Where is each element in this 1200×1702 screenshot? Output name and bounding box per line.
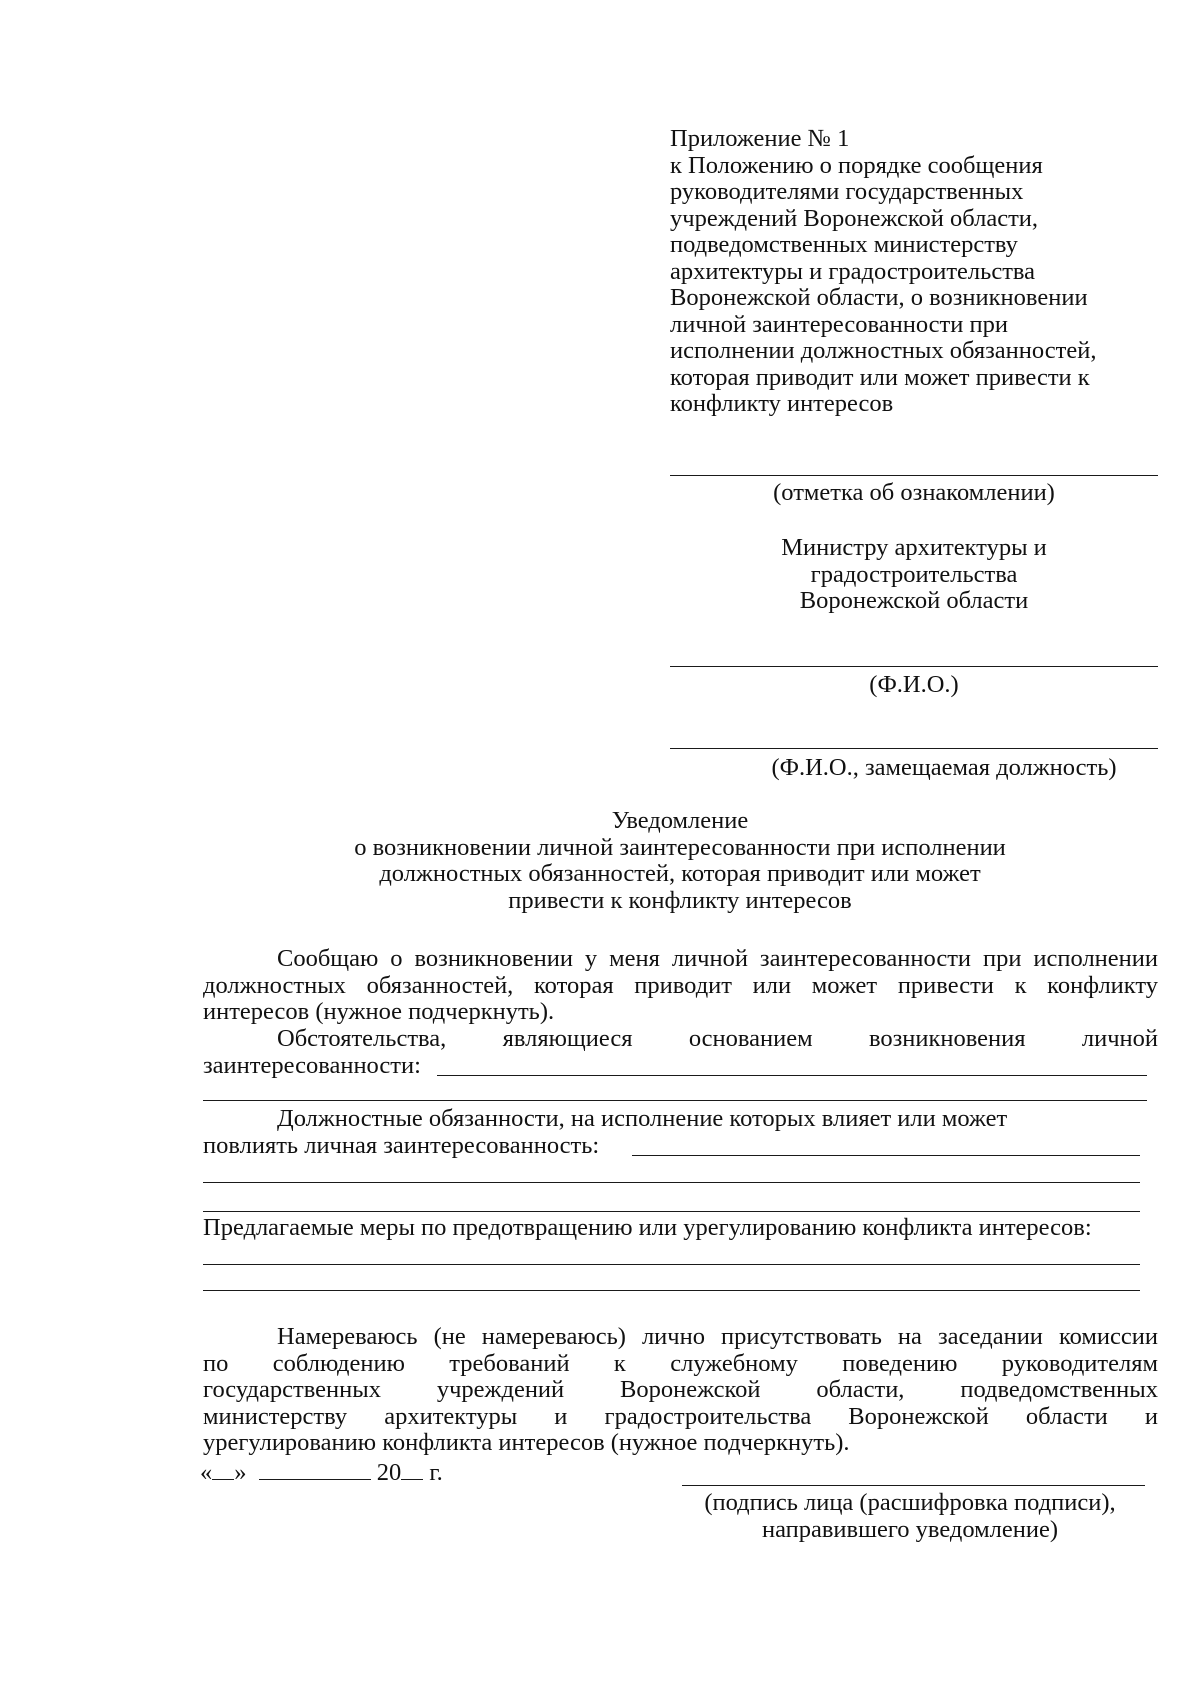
appendix-line: подведомственных министерству	[670, 231, 1018, 258]
duties-fill-line-3	[203, 1211, 1140, 1212]
fio-line	[670, 666, 1158, 667]
intention-line: урегулированию конфликта интересов (нужное подчеркнуть).	[203, 1429, 850, 1456]
paragraph-duties	[203, 1106, 1158, 1159]
duties-label: повлиять личная заинтересованность:	[203, 1131, 600, 1159]
appendix-line: учреждений Воронежской области,	[670, 204, 1039, 232]
fio-position-caption: (Ф.И.О., замещаемая должность)	[771, 754, 1117, 781]
appendix-line: личной заинтересованности при	[670, 310, 1008, 338]
date-close-quote: »	[234, 1459, 247, 1486]
title-line: о возникновении личной заинтересованности при исполнении	[354, 833, 1006, 861]
addressee-line: градостроительства	[810, 560, 1018, 588]
paragraph-report	[203, 946, 1158, 1026]
duties-line: Должностные обязанности, на исполнение которых влияет или может	[277, 1105, 1008, 1132]
signature-caption-line: (подпись лица (расшифровка подписи),	[704, 1489, 1116, 1516]
appendix-line: Воронежской области, о возникновении	[670, 284, 1088, 311]
duties-fill-line-1	[632, 1155, 1140, 1156]
report-line: Сообщаю о возникновении у меня личной заинтересованности при исполнении	[277, 945, 1158, 972]
measures-fill-line-2	[203, 1290, 1140, 1291]
appendix-line: к Положению о порядке сообщения	[670, 151, 1043, 179]
title-line: привести к конфликту интересов	[508, 886, 852, 914]
title-line: должностных обязанностей, которая приводит или может	[379, 860, 981, 887]
appendix-line: которая приводит или может привести к	[670, 363, 1090, 391]
date-line	[200, 1460, 443, 1487]
paragraph-measures: Предлагаемые меры по предотвращению или урегулированию конфликта интересов:	[203, 1214, 1092, 1241]
circumstances-label: заинтересованности:	[203, 1051, 421, 1079]
appendix-line: руководителями государственных	[670, 178, 1024, 205]
appendix-line: архитектуры и градостроительства	[670, 257, 1036, 285]
document-title	[200, 808, 1160, 914]
duties-fill-line-2	[203, 1182, 1140, 1183]
circumstances-fill-line-1	[437, 1075, 1147, 1076]
intention-line: государственных учреждений Воронежской области, подведомственных	[203, 1376, 1158, 1403]
measures-fill-line-1	[203, 1264, 1140, 1265]
addressee-line: Воронежской области	[799, 587, 1029, 614]
fio-caption: (Ф.И.О.)	[869, 671, 959, 698]
intention-line: министерству архитектуры и градостроительства Воронежской области и	[203, 1402, 1158, 1430]
title-line: Уведомление	[611, 807, 749, 834]
year-blank	[401, 1461, 423, 1480]
report-line: интересов (нужное подчеркнуть).	[203, 998, 555, 1025]
day-blank	[212, 1461, 234, 1480]
intention-line: Намереваюсь (не намереваюсь) лично присутствовать на заседании комиссии	[277, 1323, 1158, 1350]
acknowledgement-caption: (отметка об ознакомлении)	[773, 479, 1055, 506]
signature-caption	[660, 1490, 1160, 1543]
report-line: должностных обязанностей, которая приводит или может привести к конфликту	[203, 971, 1158, 999]
circumstances-line: Обстоятельства, являющиеся основанием возникновения личной	[277, 1025, 1158, 1052]
appendix-line: исполнении должностных обязанностей,	[670, 337, 1097, 364]
signature-line	[682, 1485, 1145, 1486]
circumstances-fill-line-2	[203, 1100, 1147, 1101]
month-blank	[259, 1461, 371, 1480]
signature-caption-line: направившего уведомление)	[761, 1515, 1059, 1543]
paragraph-intention	[203, 1324, 1158, 1457]
fio-position-line	[670, 748, 1158, 749]
addressee-line: Министру архитектуры и	[781, 534, 1047, 561]
appendix-line: Приложение № 1	[670, 125, 850, 152]
date-open-quote: «	[200, 1459, 213, 1486]
intention-line: по соблюдению требований к служебному поведению руководителям	[203, 1349, 1158, 1377]
year-prefix: 20	[376, 1459, 402, 1486]
appendix-block	[670, 126, 1096, 418]
year-suffix: г.	[429, 1459, 443, 1486]
addressee-block	[670, 535, 1158, 615]
appendix-line: конфликту интересов	[670, 390, 894, 417]
paragraph-circumstances	[203, 1026, 1158, 1079]
acknowledgement-line	[670, 475, 1158, 476]
